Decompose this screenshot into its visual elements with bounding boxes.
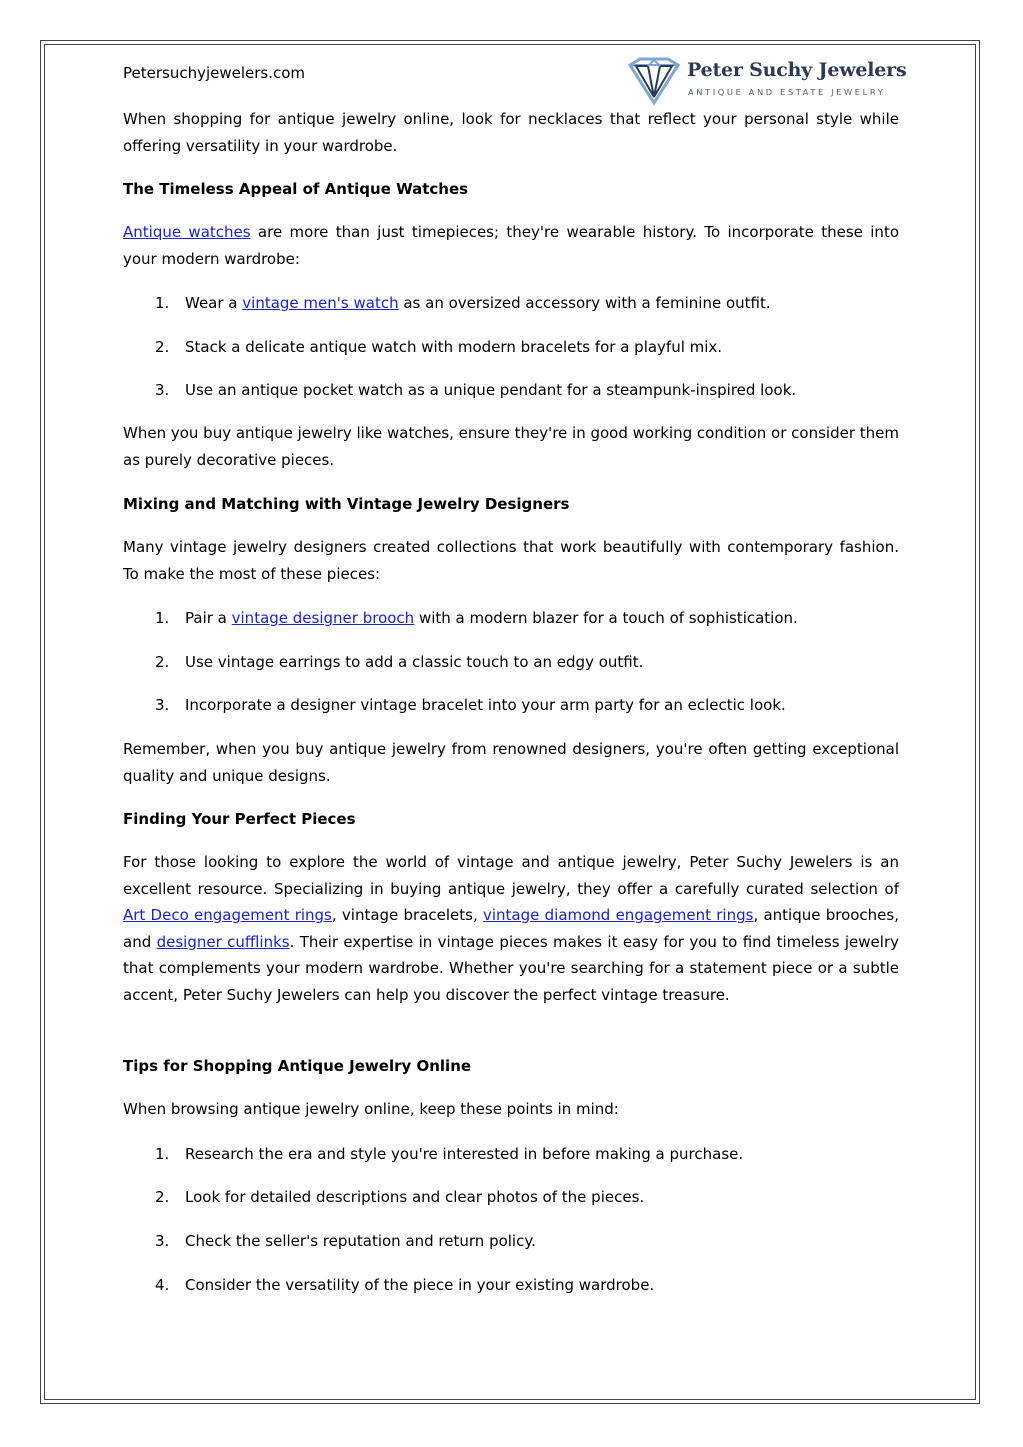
list-item bbox=[155, 694, 786, 716]
heading-finding: Finding Your Perfect Pieces bbox=[123, 810, 356, 828]
heading-tips: Tips for Shopping Antique Jewelry Online bbox=[123, 1057, 472, 1075]
link-antique-watches[interactable]: Antique watches bbox=[123, 223, 251, 241]
list-text: Use an antique pocket watch as a unique pendant for a steampunk-inspired look. bbox=[185, 381, 797, 399]
list-number: 1. bbox=[155, 294, 170, 312]
finding-text: , vintage bracelets, bbox=[331, 906, 483, 924]
list-text: Incorporate a designer vintage bracelet into your arm party for an eclectic look. bbox=[185, 696, 786, 714]
list-item bbox=[155, 1274, 654, 1296]
list-number: 1. bbox=[155, 1145, 170, 1163]
list-item bbox=[155, 336, 722, 358]
list-text: Check the seller's reputation and return policy. bbox=[185, 1232, 536, 1250]
heading-watches: The Timeless Appeal of Antique Watches bbox=[123, 180, 469, 198]
intro-paragraph: When shopping for antique jewelry online, look for necklaces that reflect your personal style while offering versatility in your wardrobe. bbox=[123, 110, 899, 155]
heading-designers: Mixing and Matching with Vintage Jewelry Designers bbox=[123, 495, 570, 513]
list-item bbox=[155, 292, 771, 314]
finding-text: For those looking to explore the world of vintage and antique jewelry, Peter Suchy Jewelers is an excellent resource. Specializing in buying antique jewelry, they offer a carefully curated selection of bbox=[123, 853, 899, 898]
list-text: Stack a delicate antique watch with modern bracelets for a playful mix. bbox=[185, 338, 723, 356]
link-vintage-designer-brooch[interactable]: vintage designer brooch bbox=[231, 609, 415, 627]
link-art-deco-engagement-rings[interactable]: Art Deco engagement rings bbox=[123, 906, 332, 924]
brand-logo bbox=[626, 57, 907, 109]
list-number: 3. bbox=[155, 696, 170, 714]
diamond-logo-icon bbox=[626, 57, 682, 107]
designers-intro: Many vintage jewelry designers created collections that work beautifully with contemporary fashion. To make the most of these pieces: bbox=[123, 538, 899, 583]
link-vintage-diamond-engagement-rings[interactable]: vintage diamond engagement rings bbox=[483, 906, 754, 924]
list-item bbox=[155, 1230, 536, 1252]
list-text: Research the era and style you're interested in before making a purchase. bbox=[185, 1145, 744, 1163]
list-text: with a modern blazer for a touch of sophistication. bbox=[414, 609, 798, 627]
tips-intro: When browsing antique jewelry online, keep these points in mind: bbox=[123, 1100, 619, 1118]
list-item bbox=[155, 651, 643, 673]
list-number: 2. bbox=[155, 338, 170, 356]
list-number: 2. bbox=[155, 653, 170, 671]
list-item bbox=[155, 607, 798, 629]
list-number: 1. bbox=[155, 609, 170, 627]
list-text: Consider the versatility of the piece in your existing wardrobe. bbox=[185, 1276, 655, 1294]
list-text: Use vintage earrings to add a classic touch to an edgy outfit. bbox=[185, 653, 644, 671]
link-designer-cufflinks[interactable]: designer cufflinks bbox=[156, 932, 290, 951]
list-text: Look for detailed descriptions and clear photos of the pieces. bbox=[185, 1188, 645, 1206]
list-item bbox=[155, 379, 796, 401]
logo-name: Peter Suchy Jewelers bbox=[687, 59, 907, 81]
finding-text: . Their expertise in vintage pieces makes it easy for you to find timeless jewelry that complements your modern wardrobe. Whether you're searching for a statement piece or a subtle accent, Peter Suchy Jewelers can help you discover the perfect vintage treasure. bbox=[123, 932, 899, 1004]
watches-closing: When you buy antique jewelry like watches, ensure they're in good working condition or consider them as purely decorative pieces. bbox=[123, 424, 899, 469]
list-number: 4. bbox=[155, 1276, 170, 1294]
watches-paragraph bbox=[123, 219, 899, 272]
finding-text: , antique brooches, and bbox=[123, 906, 899, 951]
site-url: Petersuchyjewelers.com bbox=[123, 64, 306, 82]
list-number: 3. bbox=[155, 381, 170, 399]
finding-paragraph bbox=[123, 849, 899, 1008]
logo-tagline: ANTIQUE AND ESTATE JEWELRY bbox=[688, 87, 886, 97]
designers-closing: Remember, when you buy antique jewelry from renowned designers, you're often getting exceptional quality and unique designs. bbox=[123, 740, 899, 785]
watches-paragraph-text: are more than just timepieces; they're wearable history. To incorporate these into your modern wardrobe: bbox=[123, 223, 899, 268]
list-number: 3. bbox=[155, 1232, 170, 1250]
list-item bbox=[155, 1143, 743, 1165]
link-vintage-mens-watch[interactable]: vintage men's watch bbox=[242, 294, 399, 312]
list-text: as an oversized accessory with a feminine outfit. bbox=[398, 294, 771, 312]
list-item bbox=[155, 1186, 644, 1208]
list-number: 2. bbox=[155, 1188, 170, 1206]
list-text: Pair a bbox=[185, 609, 232, 627]
list-text: Wear a bbox=[185, 294, 243, 312]
